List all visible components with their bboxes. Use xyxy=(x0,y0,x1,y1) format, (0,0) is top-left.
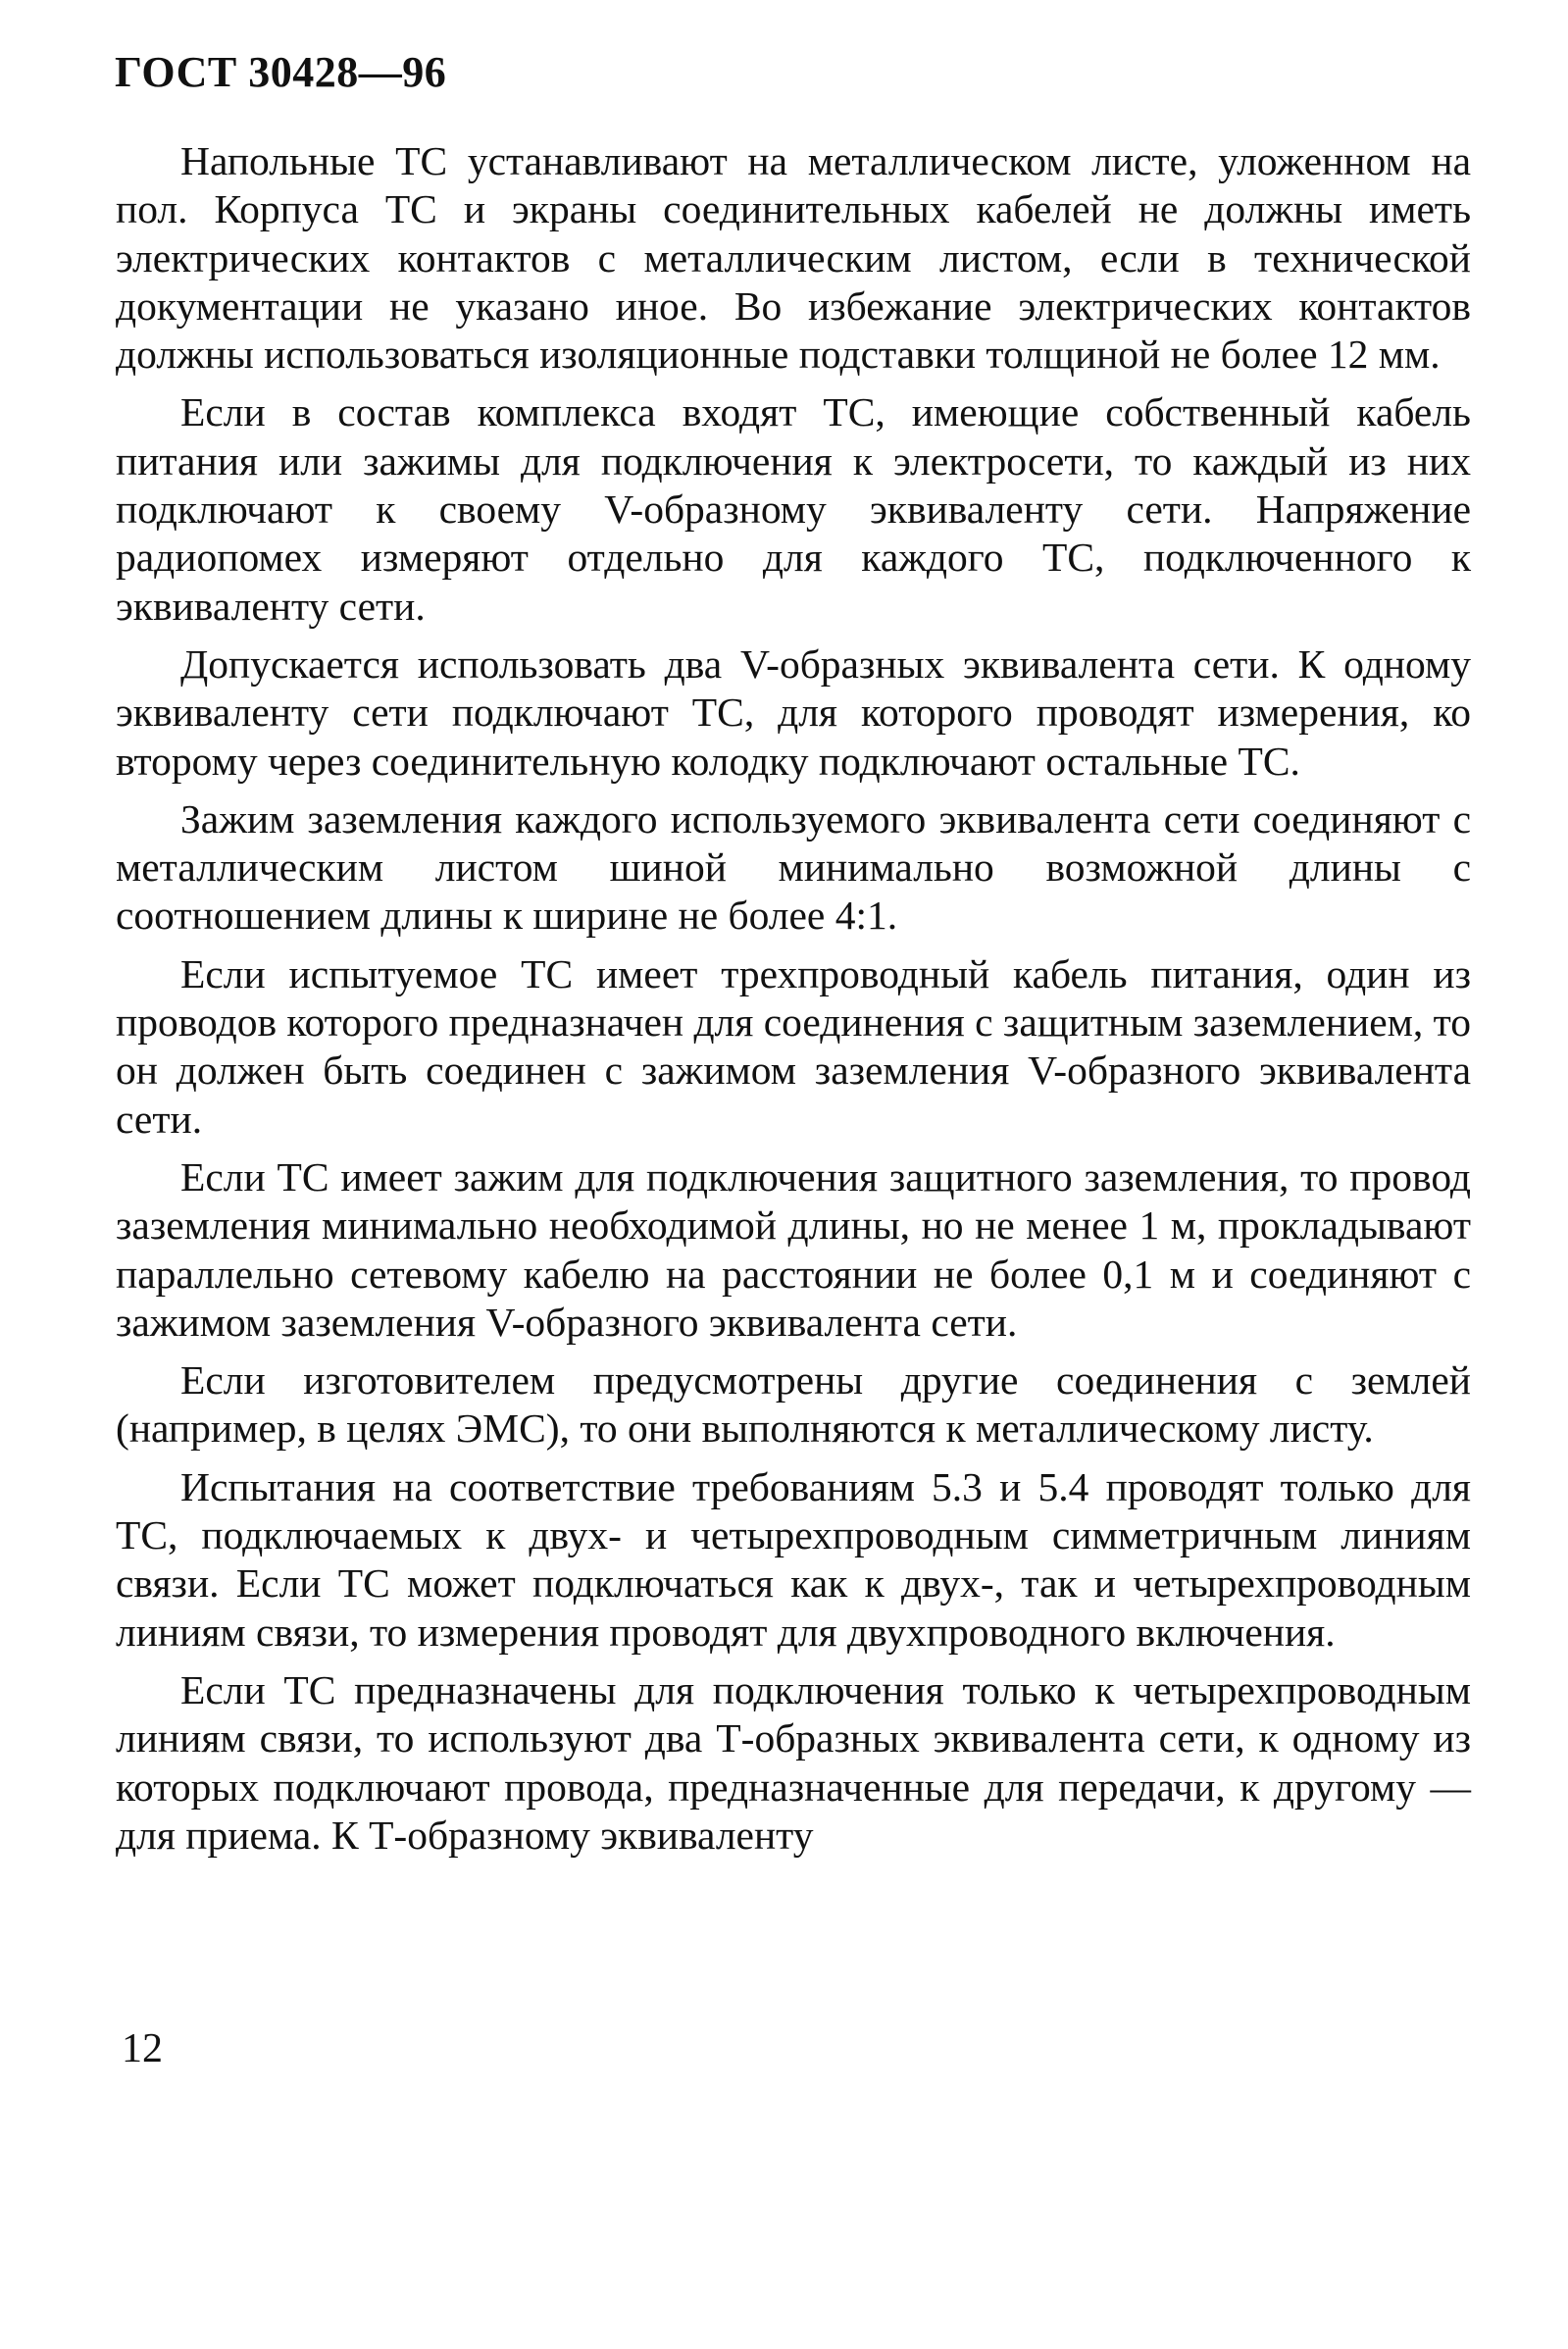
paragraph: Испытания на соответствие требованиям 5.3 и 5.4 проводят только для ТС, подключаемых к двух- и четырехпроводным симметричным линиям связи. Если ТС может подключаться как к двух-, так и четырехпроводным линиям связи, то измерения проводят для двухпроводного включения. xyxy=(116,1463,1471,1655)
paragraph: Если изготовителем предусмотрены другие соединения с землей (например, в целях ЭМС), то они выполняются к металлическому листу. xyxy=(116,1357,1471,1452)
paragraph: Если ТС имеет зажим для подключения защитного заземления, то провод заземления минимально необходимой длины, но не менее 1 м, прокладывают параллельно сетевому кабелю на расстоянии не более 0,1 м и соединяют с зажимом заземления V-образного эквивалента сети. xyxy=(116,1153,1471,1345)
paragraph: Если ТС предназначены для подключения только к четырехпроводным линиям связи, то используют два Т-образных эквивалента сети, к одному из которых подключают провода, предназначенные для передачи, к другому — для приема. К Т-образному эквиваленту xyxy=(116,1666,1471,1858)
paragraph: Зажим заземления каждого используемого эквивалента сети соединяют с металлическим листом шиной минимально возможной длины с соотношением длины к ширине не более 4:1. xyxy=(116,795,1471,939)
paragraph: Если в состав комплекса входят ТС, имеющие собственный кабель питания или зажимы для подключения к электросети, то каждый из них подключают к своему V-образному эквиваленту сети. Напряжение радиопомех измеряют отдельно для каждого ТС, подключенного к эквиваленту сети. xyxy=(116,389,1471,629)
paragraph: Допускается использовать два V-образных эквивалента сети. К одному эквиваленту сети подключают ТС, для которого проводят измерения, ко второму через соединительную колодку подключают остальные ТС. xyxy=(116,640,1471,784)
paragraph: Напольные ТС устанавливают на металлическом листе, уложенном на пол. Корпуса ТС и экраны соединительных кабелей не должны иметь электрических контактов с металлическим листом, если в технической документации не указано иное. Во избежание электрических контактов должны использоваться изоляционные подставки толщиной не более 12 мм. xyxy=(116,138,1471,378)
page-number: 12 xyxy=(122,2026,163,2071)
paragraph: Если испытуемое ТС имеет трехпроводный кабель питания, один из проводов которого предназначен для соединения с защитным заземлением, то он должен быть соединен с зажимом заземления V-образного эквивалента сети. xyxy=(116,950,1471,1142)
standard-header: ГОСТ 30428—96 xyxy=(115,48,447,96)
body-text xyxy=(116,137,1471,1869)
